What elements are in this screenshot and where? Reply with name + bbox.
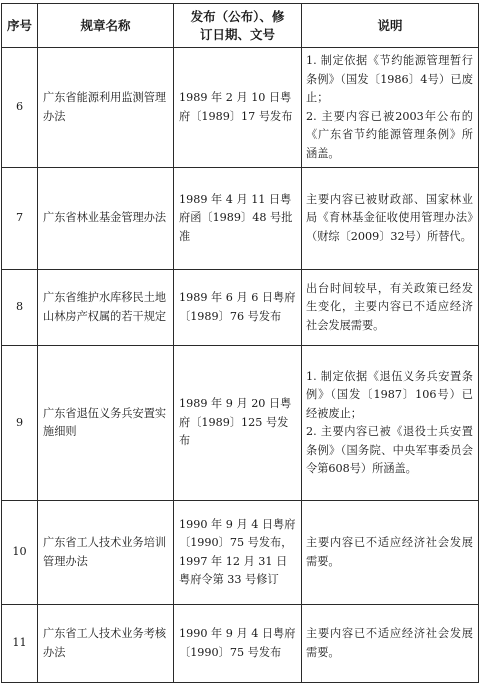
note-item: 1. 制定依据《退伍义务兵安置条例》（国发〔1987〕106号）已经被废止； bbox=[306, 369, 473, 420]
note-item: 主要内容已被财政部、国家林业局《育林基金征收使用管理办法》（财综〔2009〕32号）所替代。 bbox=[306, 192, 473, 243]
regulation-notes bbox=[302, 270, 479, 346]
regulation-name: 广东省能源利用监测管理办法 bbox=[38, 48, 174, 168]
regulation-date: 1989 年 2 月 10 日粤府〔1989〕17 号发布 bbox=[174, 48, 302, 168]
regulation-name: 广东省工人技术业务培训管理办法 bbox=[38, 501, 174, 605]
table-row bbox=[2, 270, 479, 346]
table-row bbox=[2, 168, 479, 270]
row-number: 10 bbox=[2, 501, 38, 605]
note-item: 出台时间较早，有关政策已经发生变化，主要内容已不适应经济社会发展需要。 bbox=[306, 281, 473, 332]
regulation-date: 1989 年 6 月 6 日粤府〔1989〕76 号发布 bbox=[174, 270, 302, 346]
header-date: 发布（公布）、修订日期、文号 bbox=[174, 4, 302, 48]
note-item: 2. 主要内容已被2003年公布的《广东省节约能源管理条例》所涵盖。 bbox=[306, 109, 473, 160]
header-name: 规章名称 bbox=[38, 4, 174, 48]
regulation-name: 广东省工人技术业务考核办法 bbox=[38, 605, 174, 683]
row-number: 9 bbox=[2, 346, 38, 501]
regulation-date: 1989 年 9 月 20 日粤府〔1989〕125 号发布 bbox=[174, 346, 302, 501]
regulation-notes bbox=[302, 605, 479, 683]
regulation-name: 广东省林业基金管理办法 bbox=[38, 168, 174, 270]
table-row bbox=[2, 346, 479, 501]
table-row bbox=[2, 501, 479, 605]
header-notes: 说明 bbox=[302, 4, 479, 48]
row-number: 7 bbox=[2, 168, 38, 270]
regulation-date: 1990 年 9 月 4 日粤府〔1990〕75 号发布，1997 年 12 月 31 日粤府令第 33 号修订 bbox=[174, 501, 302, 605]
regulation-notes bbox=[302, 48, 479, 168]
row-number: 11 bbox=[2, 605, 38, 683]
regulation-date: 1990 年 9 月 4 日粤府〔1990〕75 号发布 bbox=[174, 605, 302, 683]
note-item: 主要内容已不适应经济社会发展需要。 bbox=[306, 536, 473, 568]
regulation-notes bbox=[302, 168, 479, 270]
row-number: 8 bbox=[2, 270, 38, 346]
header-row bbox=[2, 4, 479, 48]
table-row bbox=[2, 605, 479, 683]
regulation-date: 1989 年 4 月 11 日粤府函〔1989〕48 号批准 bbox=[174, 168, 302, 270]
regulation-notes bbox=[302, 346, 479, 501]
note-item: 2. 主要内容已被《退役士兵安置条例》（国务院、中央军事委员会令第608号）所涵盖。 bbox=[306, 425, 473, 475]
regulations-table bbox=[1, 3, 479, 683]
header-no: 序号 bbox=[2, 4, 38, 48]
row-number: 6 bbox=[2, 48, 38, 168]
regulation-name: 广东省维护水库移民土地山林房产权属的若干规定 bbox=[38, 270, 174, 346]
table-row bbox=[2, 48, 479, 168]
note-item: 1. 制定依据《节约能源管理暂行条例》（国发〔1986〕4号）已废止； bbox=[306, 54, 473, 104]
regulation-notes bbox=[302, 501, 479, 605]
note-item: 主要内容已不适应经济社会发展需要。 bbox=[306, 627, 473, 659]
regulation-name: 广东省退伍义务兵安置实施细则 bbox=[38, 346, 174, 501]
